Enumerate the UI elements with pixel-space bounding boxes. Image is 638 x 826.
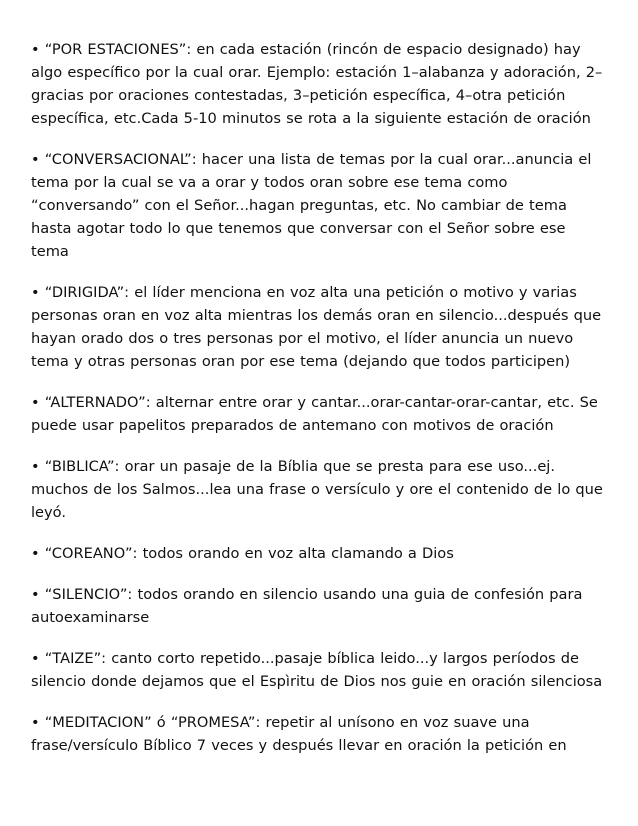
paragraph-text: “COREANO”: todos orando en voz alta clamando a Dios (39, 545, 454, 562)
bullet: • (31, 394, 40, 411)
paragraph-conversacional (31, 148, 607, 263)
paragraph-text: “CONVERSACIONAL”: hacer una lista de temas por la cual orar...anuncia el tema por la cual se va a orar y todos oran sobre ese tema como “conversando” con el Señor...hagan preguntas, etc. No cambiar de tema hasta agotar todo lo que tenemos que conversar con el Señor sobre ese tema (31, 151, 592, 260)
paragraph-text: “BIBLICA”: orar un pasaje de la Bíblia que se presta para ese uso...ej. muchos de los Salmos...lea una frase o versículo y ore el contenido de lo que leyó. (31, 458, 603, 521)
paragraph-meditacion (31, 711, 607, 757)
paragraph-silencio (31, 583, 607, 629)
paragraph-dirigida (31, 281, 607, 373)
bullet: • (31, 650, 40, 667)
paragraph-taize (31, 647, 607, 693)
bullet: • (31, 586, 40, 603)
bullet: • (31, 284, 40, 301)
paragraph-coreano (31, 542, 607, 565)
paragraph-text: “SILENCIO”: todos orando en silencio usando una guia de confesión para autoexaminarse (31, 586, 583, 626)
paragraph-alternado (31, 391, 607, 437)
document-body (31, 38, 607, 775)
paragraph-text: “TAIZE”: canto corto repetido...pasaje bíblica leido...y largos períodos de silencio donde dejamos que el Espìritu de Dios nos guie en oración silenciosa (31, 650, 603, 690)
paragraph-text: “POR ESTACIONES”: en cada estación (rincón de espacio designado) hay algo específico por la cual orar. Ejemplo: estación 1–alabanza y adoración, 2–gracias por oraciones contestadas, 3–petición específica, 4–otra petición específica, etc.Cada 5-10 minutos se rota a la siguiente estación de oración (31, 41, 603, 127)
bullet: • (31, 545, 40, 562)
paragraph-text: “MEDITACION” ó “PROMESA”: repetir al unísono en voz suave una frase/versículo Bíblico 7 veces y después llevar en oración la petición en (31, 714, 567, 754)
bullet: • (31, 714, 40, 731)
bullet: • (31, 41, 40, 58)
paragraph-por-estaciones (31, 38, 607, 130)
paragraph-text: “DIRIGIDA”: el líder menciona en voz alta una petición o motivo y varias personas oran en voz alta mientras los demás oran en silencio...después que hayan orado dos o tres personas por el motivo, el líder anuncia un nuevo tema y otras personas oran por ese tema (dejando que todos participen) (31, 284, 602, 370)
bullet: • (31, 151, 40, 168)
paragraph-biblica (31, 455, 607, 524)
bullet: • (31, 458, 40, 475)
paragraph-text: “ALTERNADO”: alternar entre orar y cantar...orar-cantar-orar-cantar, etc. Se puede usar papelitos preparados de antemano con motivos de oración (31, 394, 598, 434)
